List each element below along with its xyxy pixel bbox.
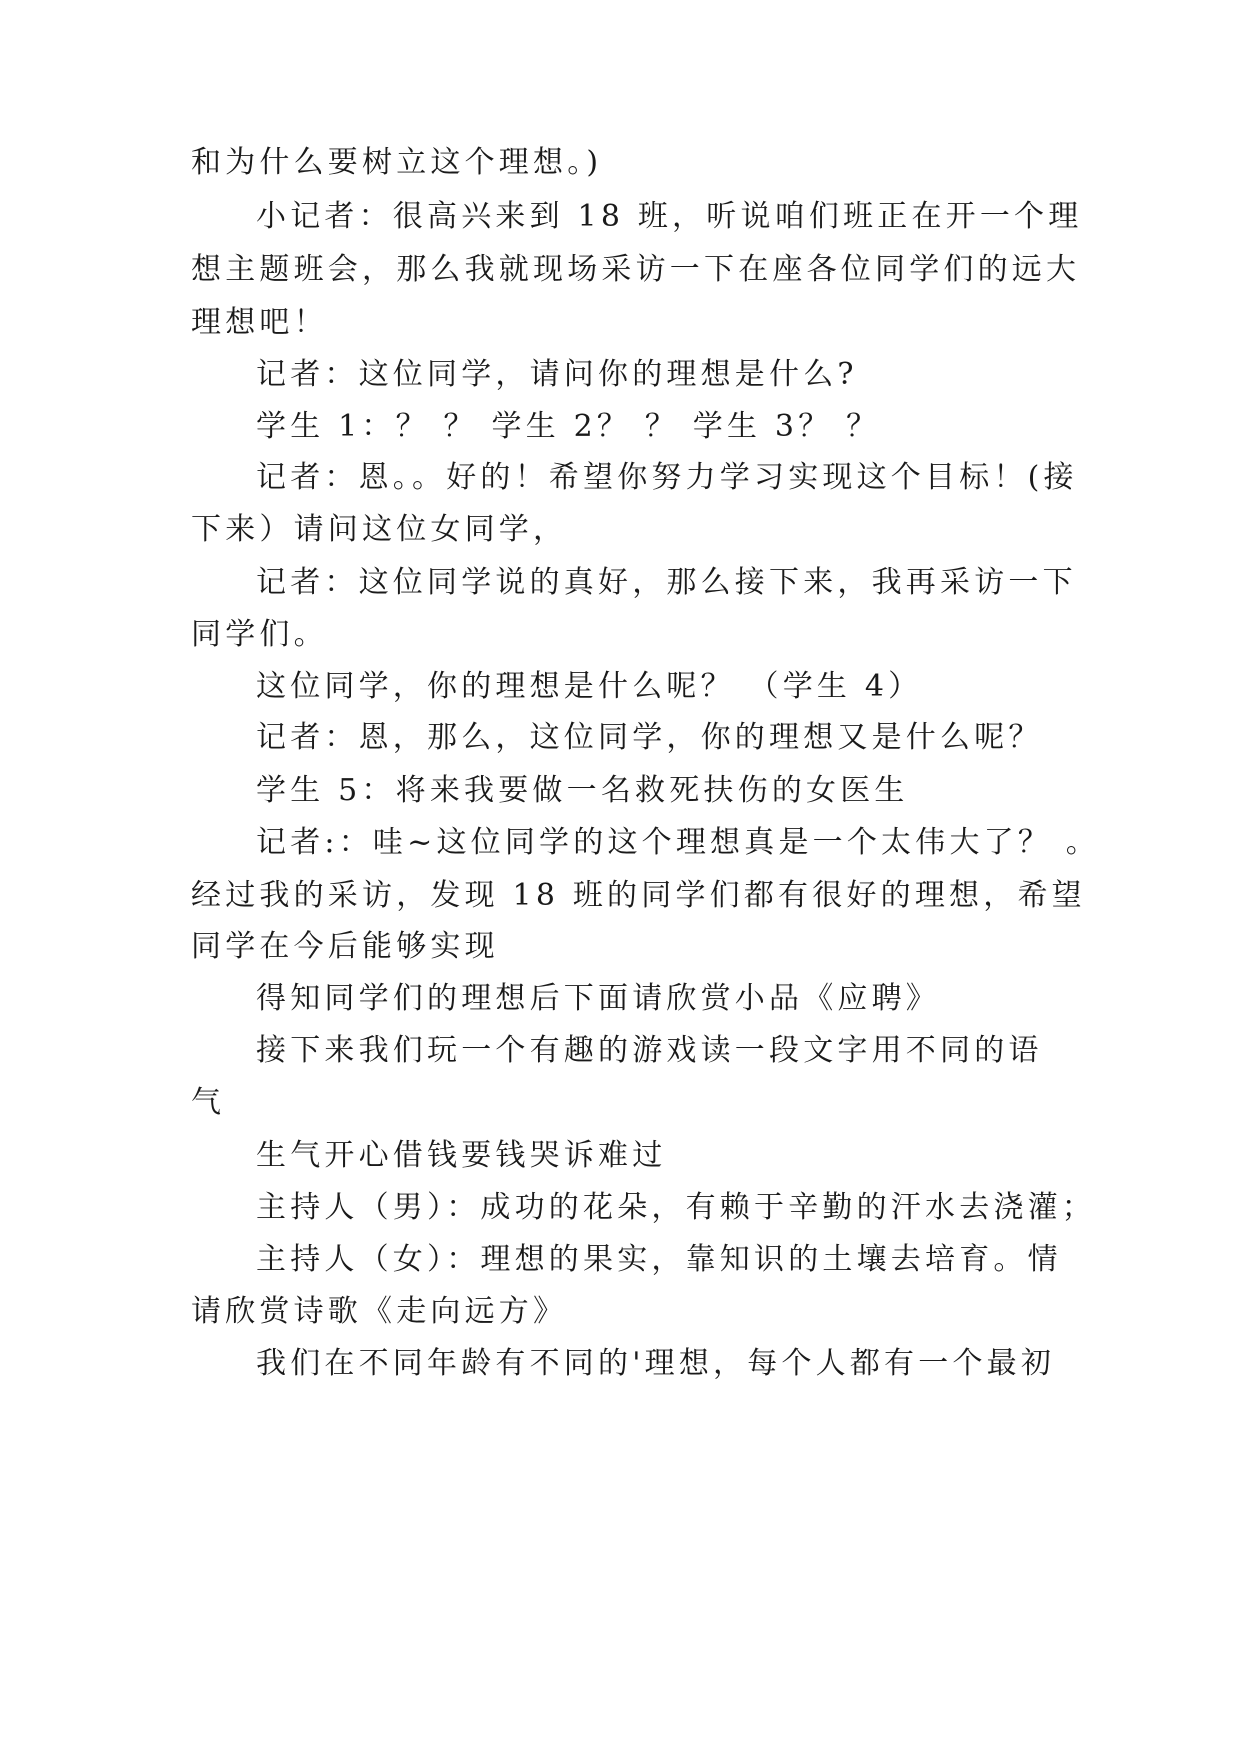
text-line: 记者：这位同学说的真好，那么接下来，我再采访一下 xyxy=(256,565,1077,600)
text-line: 记者：这位同学，请问你的理想是什么? xyxy=(256,357,858,392)
text-line: 主持人（男）：成功的花朵，有赖于辛勤的汗水去浇灌； xyxy=(256,1190,1096,1225)
text-line: 理想吧！ xyxy=(191,305,328,340)
text-line: 主持人（女）：理想的果实，靠知识的土壤去培育。情 xyxy=(256,1242,1062,1277)
text-line: 下来）请问这位女同学， xyxy=(191,512,568,547)
text-line: 得知同学们的理想后下面请欣赏小品《应聘》 xyxy=(256,981,940,1016)
text-line: 小记者：很高兴来到 18 班，听说咱们班正在开一个理 xyxy=(256,199,1083,234)
text-line: 学生 5：将来我要做一名救死扶伤的女医生 xyxy=(256,773,909,808)
text-line: 记者：恩。。好的！希望你努力学习实现这个目标！(接 xyxy=(256,460,1078,495)
text-line: 我们在不同年龄有不同的'理想，每个人都有一个最初 xyxy=(256,1346,1056,1381)
text-line: 经过我的采访，发现 18 班的同学们都有很好的理想，希望 xyxy=(191,878,1086,913)
text-line: 想主题班会，那么我就现场采访一下在座各位同学们的远大 xyxy=(191,252,1081,287)
text-line: 接下来我们玩一个有趣的游戏读一段文字用不同的语 xyxy=(256,1033,1043,1068)
text-line: 生气开心借钱要钱哭诉难过 xyxy=(256,1138,667,1173)
text-line: 气 xyxy=(191,1085,226,1120)
text-line: 记者：恩，那么，这位同学，你的理想又是什么呢？ xyxy=(256,720,1043,755)
text-line: 同学在今后能够实现 xyxy=(191,929,499,964)
text-line: 和为什么要树立这个理想。) xyxy=(191,145,603,180)
text-line: 请欣赏诗歌《走向远方》 xyxy=(191,1294,568,1329)
text-line: 学生 1：？ ？ 学生 2？ ？ 学生 3？ ？ xyxy=(256,409,881,444)
text-line: 记者:：哇~这位同学的这个理想真是一个太伟大了？ 。 xyxy=(256,825,1100,860)
text-line: 这位同学，你的理想是什么呢？ （学生 4） xyxy=(256,669,923,704)
text-line: 同学们。 xyxy=(191,617,328,652)
